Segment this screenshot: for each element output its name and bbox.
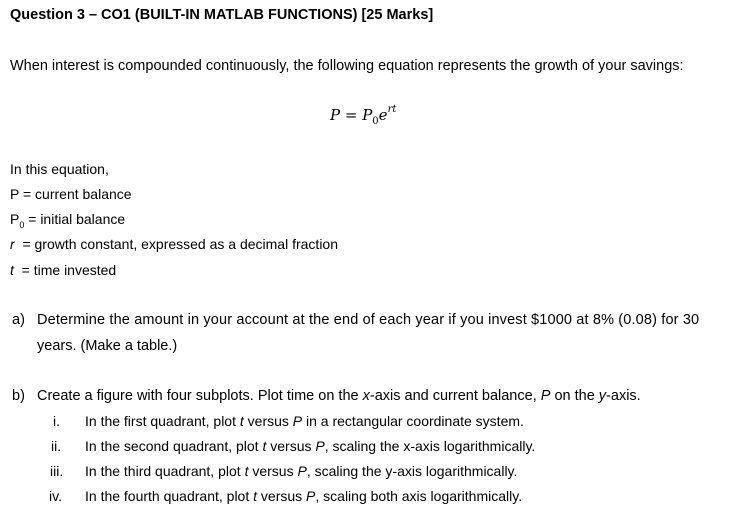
subplot-item-ii xyxy=(51,438,651,458)
item-text: In the fourth quadrant, plot t versus P, scaling both axis logarithmically. xyxy=(85,488,523,504)
equation-exponent: rt xyxy=(387,104,397,115)
definition-symbol: P xyxy=(10,186,20,202)
x-variable: x xyxy=(362,388,370,404)
definition-p0 xyxy=(10,211,125,230)
part-b-instruction xyxy=(37,388,641,404)
item-number: i. xyxy=(53,413,60,429)
part-a-line2: years. (Make a table.) xyxy=(37,338,178,354)
part-b-text: Create a figure with four subplots. Plot time on the xyxy=(37,388,363,404)
part-b-label: b) xyxy=(12,388,25,404)
definition-text: = initial balance xyxy=(24,211,126,227)
subplot-item-iii xyxy=(50,463,650,483)
definition-symbol: t xyxy=(10,262,14,278)
definition-text: = growth constant, expressed as a decimal fraction xyxy=(14,236,339,252)
item-text: In the third quadrant, plot t versus P, scaling the y-axis logarithmically. xyxy=(85,463,518,479)
part-b-text: on the xyxy=(550,388,599,404)
definition-subscript: 0 xyxy=(19,219,25,230)
definition-text: = current balance xyxy=(19,186,132,202)
item-number: iii. xyxy=(50,463,64,479)
item-number: iv. xyxy=(49,488,62,504)
question-heading: Question 3 – CO1 (BUILT-IN MATLAB FUNCTIONS) [25 Marks] xyxy=(10,7,434,23)
part-a-line1: Determine the amount in your account at the end of each year if you invest $1000 at 8% (0.08) for 30 xyxy=(37,312,700,328)
item-number: ii. xyxy=(51,438,62,454)
equation-base: P xyxy=(362,106,373,124)
intro-text: When interest is compounded continuously, the following equation represents the growth of your savings: xyxy=(10,58,684,74)
definitions-intro: In this equation, xyxy=(10,161,109,177)
growth-equation xyxy=(330,106,396,127)
subplot-item-iv xyxy=(49,488,649,508)
subplot-item-i xyxy=(53,413,653,433)
definition-p xyxy=(10,186,132,202)
equation-base-subscript: 0 xyxy=(372,116,379,127)
part-b-text: -axis and current balance, xyxy=(369,388,541,404)
equation-lhs: P xyxy=(330,106,341,124)
definition-symbol: r xyxy=(10,236,15,252)
definition-t xyxy=(10,262,116,278)
item-text: In the second quadrant, plot t versus P, scaling the x-axis logarithmically. xyxy=(85,438,536,454)
definition-text: = time invested xyxy=(13,262,117,278)
y-variable: y xyxy=(598,388,607,404)
definition-symbol: P xyxy=(10,211,20,227)
item-text: In the first quadrant, plot t versus P in a rectangular coordinate system. xyxy=(85,413,524,429)
definition-r xyxy=(10,236,338,252)
equation-equals: = xyxy=(340,106,363,124)
equation-exp-base: e xyxy=(378,106,388,124)
p-variable: P xyxy=(540,388,551,404)
part-a-label: a) xyxy=(12,312,25,328)
part-b-text: -axis. xyxy=(606,388,641,404)
